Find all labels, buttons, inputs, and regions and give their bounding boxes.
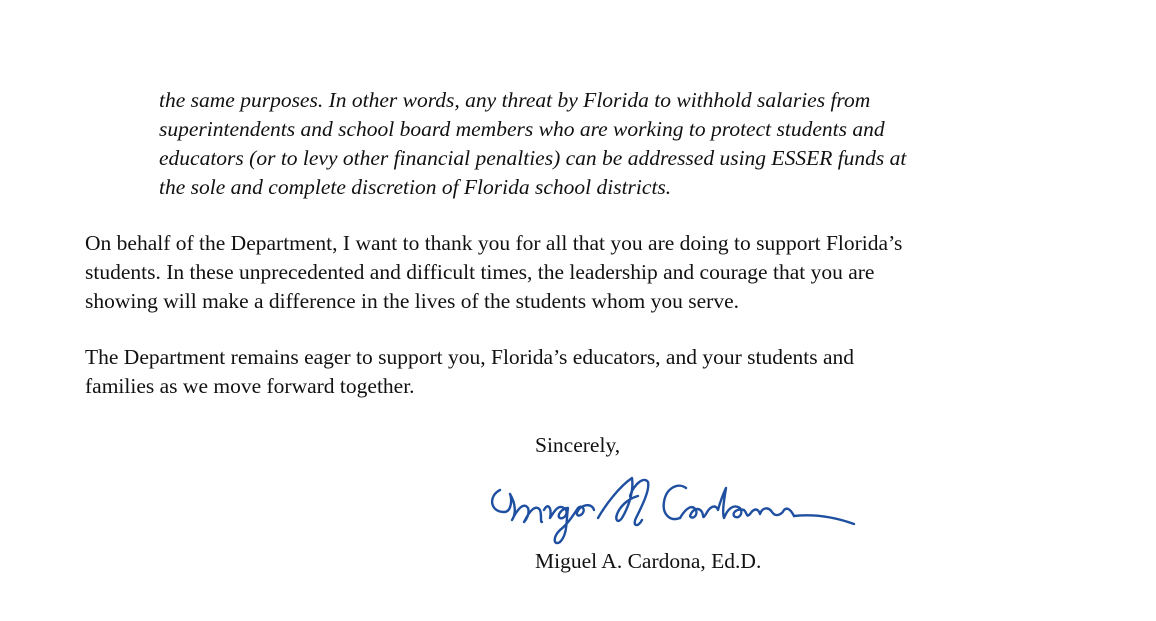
paragraph-line: On behalf of the Department, I want to thank you for all that you are doing to support Florida’s xyxy=(85,231,903,255)
quote-line: superintendents and school board members who are working to protect students and xyxy=(159,117,885,141)
signature-stroke xyxy=(492,490,542,522)
paragraph-line: showing will make a difference in the lives of the students whom you serve. xyxy=(85,289,740,313)
paragraph-line: families as we move forward together. xyxy=(85,374,415,398)
quote-line: educators (or to levy other financial penalties) can be addressed using ESSER funds at xyxy=(159,146,907,170)
signer-name: Miguel A. Cardona, Ed.D. xyxy=(535,549,762,573)
support-paragraph xyxy=(85,343,1085,401)
signature-stroke xyxy=(680,488,794,518)
quote-line: the sole and complete discretion of Florida school districts. xyxy=(159,175,672,199)
quote-line: the same purposes. In other words, any threat by Florida to withhold salaries from xyxy=(159,88,871,112)
handwritten-signature xyxy=(482,468,862,548)
paragraph-line: students. In these unprecedented and difficult times, the leadership and courage that you are xyxy=(85,260,875,284)
signature-stroke xyxy=(794,515,854,524)
closing-salutation: Sincerely, xyxy=(535,433,621,457)
signature-stroke xyxy=(544,505,594,543)
paragraph-line: The Department remains eager to support you, Florida’s educators, and your students and xyxy=(85,345,855,369)
quoted-passage xyxy=(159,86,1059,202)
thanks-paragraph xyxy=(85,229,1085,316)
signature-stroke xyxy=(598,478,638,521)
